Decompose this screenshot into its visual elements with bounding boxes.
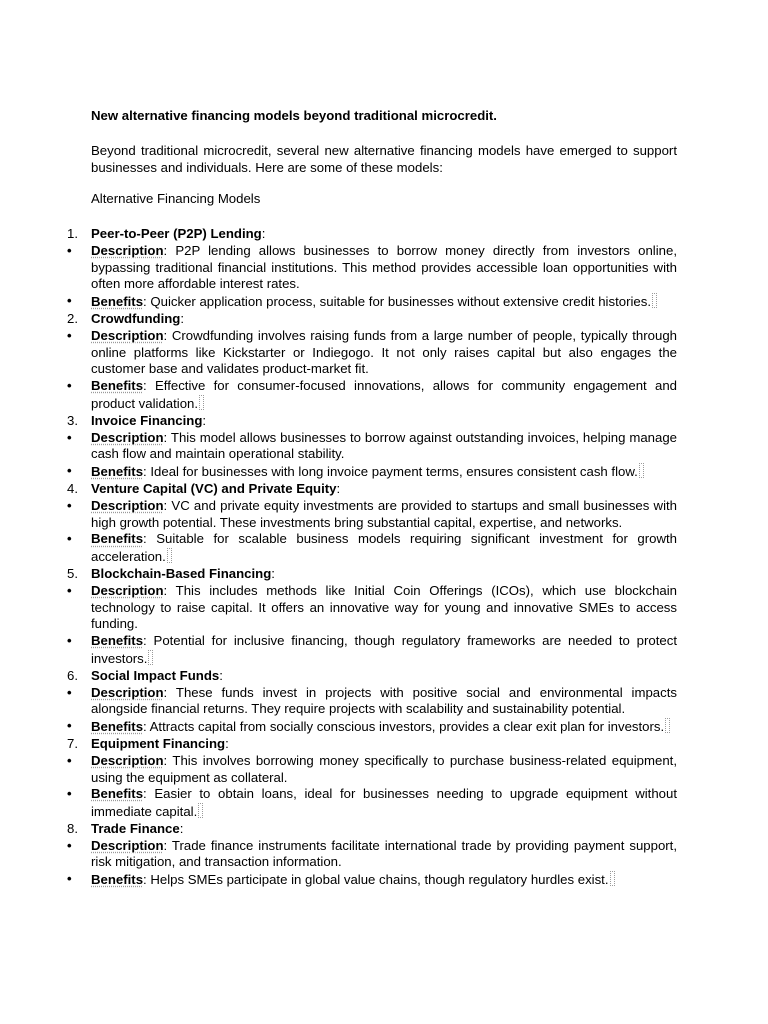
bullet-icon: • xyxy=(67,684,72,700)
benefits-item xyxy=(0,378,768,413)
model-heading xyxy=(0,566,768,583)
benefits-label: Benefits xyxy=(91,719,144,735)
description-label: Description xyxy=(91,684,164,700)
benefits-item xyxy=(0,718,768,736)
benefits-item xyxy=(0,786,768,821)
model-name: Peer-to-Peer (P2P) Lending xyxy=(91,226,262,241)
section-subheading: Alternative Financing Models xyxy=(91,191,261,206)
benefits-text: : Attracts capital from socially conscious investors, provides a clear exit plan for investors. xyxy=(143,719,665,735)
description-item xyxy=(0,430,768,464)
list-number: 4. xyxy=(67,480,78,496)
colon: : xyxy=(336,480,341,496)
description-text: : This involves borrowing money specifically to purchase business-related equipment, using the equipment as collateral. xyxy=(91,752,677,785)
benefits-text: : Quicker application process, suitable for businesses without extensive credit histories. xyxy=(143,294,651,310)
benefits-label: Benefits xyxy=(91,633,144,649)
bullet-icon: • xyxy=(67,463,72,479)
bullet-icon: • xyxy=(67,871,72,887)
colon: : xyxy=(179,820,184,836)
model-heading xyxy=(0,413,768,430)
benefits-item xyxy=(0,293,768,311)
benefits-label: Benefits xyxy=(91,464,144,480)
model-name: Blockchain-Based Financing xyxy=(91,565,272,581)
benefits-text: : Potential for inclusive financing, though regulatory frameworks are needed to protect investors. xyxy=(91,633,677,666)
colon: : xyxy=(271,565,275,581)
description-text: : VC and private equity investments are provided to startups and small businesses with high growth potential. These investments bring substantial capital, expertise, and networks. xyxy=(91,497,677,530)
list-number: 3. xyxy=(67,412,78,428)
description-label: Description xyxy=(91,497,164,513)
description-item xyxy=(0,328,768,378)
description-text: : Crowdfunding involves raising funds from a large number of people, typically through online platforms like Kickstarter or Indiegogo. It not only raises capital but also engages the customer base and validates product-market fit. xyxy=(91,327,677,377)
bullet-icon: • xyxy=(67,837,72,853)
description-item xyxy=(0,498,768,532)
description-text: : This model allows businesses to borrow against outstanding invoices, helping manage cash flow and maintain operational stability. xyxy=(91,429,677,462)
model-name: Trade Finance xyxy=(91,820,180,836)
list-number: 7. xyxy=(67,735,78,751)
description-label: Description xyxy=(91,582,164,598)
list-number: 1. xyxy=(67,226,78,241)
list-number: 8. xyxy=(67,820,78,836)
paragraph-end-mark xyxy=(652,293,657,308)
colon: : xyxy=(219,667,223,683)
description-item xyxy=(0,583,768,633)
benefits-text: : Suitable for scalable business models requiring significant investment for growth acceleration. xyxy=(91,531,677,565)
colon: : xyxy=(202,412,207,428)
bullet-icon: • xyxy=(67,633,72,649)
paragraph-end-mark xyxy=(148,650,153,665)
intro-paragraph: Beyond traditional microcredit, several new alternative financing models have emerged to support businesses and individuals. Here are some of these models: xyxy=(91,143,677,175)
list-number: 6. xyxy=(67,667,78,683)
bullet-icon: • xyxy=(67,752,72,768)
model-name: Social Impact Funds xyxy=(91,667,220,683)
paragraph-end-mark xyxy=(198,803,203,818)
colon: : xyxy=(225,735,229,751)
description-label: Description xyxy=(91,242,164,258)
paragraph-end-mark xyxy=(639,463,644,478)
bullet-icon: • xyxy=(67,786,72,802)
benefits-label: Benefits xyxy=(91,294,144,310)
bullet-icon: • xyxy=(67,718,72,734)
paragraph-end-mark xyxy=(167,548,172,563)
benefits-item xyxy=(0,463,768,481)
description-item xyxy=(0,243,768,293)
model-heading xyxy=(0,481,768,498)
benefits-label: Benefits xyxy=(91,378,144,394)
colon: : xyxy=(180,310,185,326)
model-name: Crowdfunding xyxy=(91,310,181,326)
bullet-icon: • xyxy=(67,242,72,258)
benefits-label: Benefits xyxy=(91,786,144,802)
model-heading xyxy=(0,311,768,328)
bullet-icon: • xyxy=(67,327,72,343)
paragraph-end-mark xyxy=(610,871,615,886)
bullet-icon: • xyxy=(67,378,72,394)
description-item xyxy=(0,685,768,719)
model-heading xyxy=(0,668,768,685)
benefits-text: : Effective for consumer-focused innovations, allows for community engagement and product validation. xyxy=(91,378,677,411)
list-number: 5. xyxy=(67,565,78,581)
benefits-label: Benefits xyxy=(91,531,144,547)
bullet-icon: • xyxy=(67,293,72,309)
model-name: Invoice Financing xyxy=(91,412,203,428)
description-text: : This includes methods like Initial Coin Offerings (ICOs), which use blockchain technology to raise capital. It offers an innovative way for young and innovative SMEs to access funding. xyxy=(91,582,677,632)
bullet-icon: • xyxy=(67,497,72,513)
bullet-icon: • xyxy=(67,429,72,445)
colon: : xyxy=(261,226,266,241)
description-text: : These funds invest in projects with positive social and environmental impacts alongside financial returns. They require projects with scalability and sustainability potential. xyxy=(91,684,677,717)
description-label: Description xyxy=(91,837,164,853)
model-heading xyxy=(0,226,768,243)
document-title: New alternative financing models beyond traditional microcredit. xyxy=(91,108,497,123)
description-label: Description xyxy=(91,327,164,343)
benefits-label: Benefits xyxy=(91,872,144,888)
financing-models-list xyxy=(0,226,768,889)
benefits-text: : Helps SMEs participate in global value chains, though regulatory hurdles exist. xyxy=(143,872,609,888)
bullet-icon: • xyxy=(67,531,72,547)
description-item xyxy=(0,753,768,787)
description-label: Description xyxy=(91,429,164,445)
bullet-icon: • xyxy=(67,582,72,598)
description-text: : P2P lending allows businesses to borrow money directly from investors online, bypassing traditional financial institutions. This method provides accessible loan opportunities with often more affordable interest rates. xyxy=(91,242,677,292)
benefits-item xyxy=(0,531,768,566)
description-label: Description xyxy=(91,752,164,768)
model-heading xyxy=(0,736,768,753)
description-item xyxy=(0,838,768,872)
model-heading xyxy=(0,821,768,838)
list-number: 2. xyxy=(67,310,78,326)
paragraph-end-mark xyxy=(665,718,670,733)
benefits-text: : Ideal for businesses with long invoice payment terms, ensures consistent cash flow. xyxy=(143,464,638,480)
model-name: Venture Capital (VC) and Private Equity xyxy=(91,480,337,496)
model-name: Equipment Financing xyxy=(91,735,226,751)
description-text: : Trade finance instruments facilitate international trade by providing payment support, risk mitigation, and transaction information. xyxy=(91,837,677,870)
benefits-text: : Easier to obtain loans, ideal for businesses needing to upgrade equipment without immediate capital. xyxy=(91,786,677,820)
benefits-item xyxy=(0,871,768,889)
paragraph-end-mark xyxy=(199,395,204,410)
benefits-item xyxy=(0,633,768,668)
